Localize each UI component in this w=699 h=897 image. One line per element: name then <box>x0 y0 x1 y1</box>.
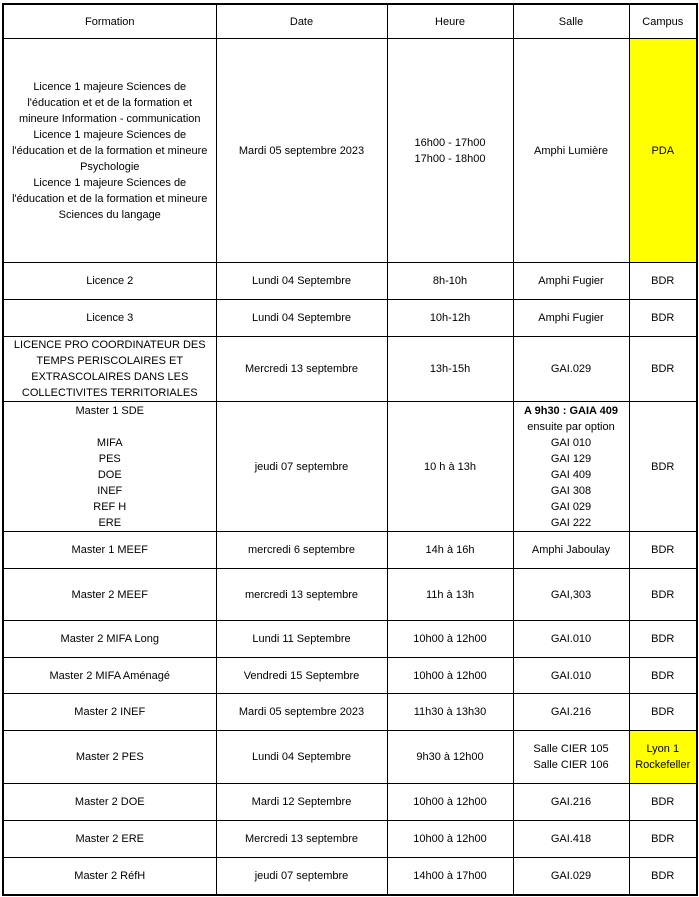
table-row <box>3 300 697 337</box>
campus-line: Rockefeller <box>635 759 691 771</box>
table-row <box>3 532 697 569</box>
salle-cell: GAI.010 <box>513 658 629 694</box>
table-row <box>3 731 697 784</box>
formation-cell: Master 2 MIFA Aménagé <box>3 658 216 694</box>
heure-line: 17h00 - 18h00 <box>414 152 486 165</box>
formation-cell: Master 2 RéfH <box>3 858 216 895</box>
header-date: Date <box>216 4 387 39</box>
campus-cell: BDR <box>629 784 697 821</box>
date-cell: Mercredi 13 septembre <box>216 337 387 402</box>
date-cell: Mardi 12 Septembre <box>216 784 387 821</box>
table-row <box>3 621 697 658</box>
date-cell: Mardi 05 septembre 2023 <box>216 694 387 731</box>
heure-cell: 11h30 à 13h30 <box>387 694 513 731</box>
campus-cell: BDR <box>629 658 697 694</box>
campus-cell: BDR <box>629 402 697 532</box>
heure-cell: 10h00 à 12h00 <box>387 784 513 821</box>
heure-cell: 14h00 à 17h00 <box>387 858 513 895</box>
salle-cell: Amphi Jaboulay <box>513 532 629 569</box>
table-row <box>3 569 697 621</box>
formation-line: INEF <box>97 484 123 497</box>
campus-cell: BDR <box>629 300 697 337</box>
formation-cell: Master 2 INEF <box>3 694 216 731</box>
campus-cell: PDA <box>629 39 697 263</box>
salle-cell: GAI.216 <box>513 694 629 731</box>
formation-line: MIFA <box>96 436 123 449</box>
table-row <box>3 784 697 821</box>
heure-cell: 8h-10h <box>387 263 513 300</box>
salle-cell: GAI.010 <box>513 621 629 658</box>
formation-line: LICENCE PRO COORDINATEUR DES <box>13 339 206 351</box>
campus-cell: BDR <box>629 569 697 621</box>
salle-line: GAI 029 <box>550 500 592 513</box>
formation-line: Licence 1 majeure Sciences de l'éducation et et de la formation et mineure Information - communication <box>18 80 201 125</box>
date-cell: Lundi 04 Septembre <box>216 263 387 300</box>
salle-cell: GAI,303 <box>513 569 629 621</box>
heure-cell: 14h à 16h <box>387 532 513 569</box>
salle-cell: Amphi Lumière <box>513 39 629 263</box>
table-row <box>3 263 697 300</box>
date-cell: mercredi 13 septembre <box>216 569 387 621</box>
table-row <box>3 402 697 532</box>
date-cell: Mercredi 13 septembre <box>216 821 387 858</box>
campus-cell: BDR <box>629 337 697 402</box>
heure-cell <box>387 39 513 263</box>
salle-line: GAI 222 <box>550 516 592 529</box>
campus-cell: BDR <box>629 621 697 658</box>
campus-cell <box>629 731 697 784</box>
table-row <box>3 821 697 858</box>
formation-line: DOE <box>97 468 122 481</box>
date-cell: Lundi 04 Septembre <box>216 300 387 337</box>
formation-line: Licence 1 majeure Sciences de l'éducation et de la formation et mineure Psychologie <box>12 128 208 173</box>
salle-cell: GAI.029 <box>513 858 629 895</box>
header-heure: Heure <box>387 4 513 39</box>
formation-line: COLLECTIVITES TERRITORIALES <box>21 387 198 399</box>
formation-cell: Master 2 MEEF <box>3 569 216 621</box>
heure-cell: 13h-15h <box>387 337 513 402</box>
formation-cell: Master 2 ERE <box>3 821 216 858</box>
campus-cell: BDR <box>629 532 697 569</box>
heure-cell: 10 h à 13h <box>387 402 513 532</box>
date-cell: jeudi 07 septembre <box>216 402 387 532</box>
salle-line: ensuite par option <box>527 420 615 433</box>
formation-cell <box>3 39 216 263</box>
campus-line: Lyon 1 <box>646 743 680 755</box>
heure-line: 16h00 - 17h00 <box>414 136 486 149</box>
salle-line: GAI 010 <box>550 436 592 449</box>
salle-line: A 9h30 : GAIA 409 <box>524 404 618 417</box>
header-salle: Salle <box>513 4 629 39</box>
heure-cell: 11h à 13h <box>387 569 513 621</box>
table-row <box>3 39 697 263</box>
header-campus: Campus <box>629 4 697 39</box>
salle-cell <box>513 731 629 784</box>
date-cell: Vendredi 15 Septembre <box>216 658 387 694</box>
formation-cell <box>3 337 216 402</box>
table-row <box>3 658 697 694</box>
salle-cell: GAI.216 <box>513 784 629 821</box>
date-cell: Mardi 05 septembre 2023 <box>216 39 387 263</box>
schedule-table <box>2 3 698 896</box>
formation-cell: Master 1 MEEF <box>3 532 216 569</box>
formation-line: REF H <box>93 500 127 513</box>
formation-cell <box>3 402 216 532</box>
formation-cell: Master 2 PES <box>3 731 216 784</box>
header-formation: Formation <box>3 4 216 39</box>
formation-cell: Master 2 MIFA Long <box>3 621 216 658</box>
date-cell: Lundi 04 Septembre <box>216 731 387 784</box>
salle-cell: Amphi Fugier <box>513 263 629 300</box>
salle-cell <box>513 402 629 532</box>
campus-cell: BDR <box>629 821 697 858</box>
campus-cell: BDR <box>629 263 697 300</box>
formation-cell: Licence 2 <box>3 263 216 300</box>
date-cell: jeudi 07 septembre <box>216 858 387 895</box>
campus-cell: BDR <box>629 694 697 731</box>
table-row <box>3 337 697 402</box>
salle-line: GAI 409 <box>550 468 592 481</box>
salle-line: GAI 129 <box>550 452 592 465</box>
formation-cell: Master 2 DOE <box>3 784 216 821</box>
salle-cell: GAI.029 <box>513 337 629 402</box>
salle-cell: GAI.418 <box>513 821 629 858</box>
heure-cell: 10h00 à 12h00 <box>387 821 513 858</box>
header-row <box>3 4 697 39</box>
formation-line: Licence 1 majeure Sciences de l'éducation et de la formation et mineure Sciences du langage <box>12 176 208 221</box>
formation-line: PES <box>98 452 121 465</box>
salle-cell: Amphi Fugier <box>513 300 629 337</box>
heure-cell: 9h30 à 12h00 <box>387 731 513 784</box>
date-cell: mercredi 6 septembre <box>216 532 387 569</box>
formation-line: EXTRASCOLAIRES DANS LES <box>31 371 189 383</box>
table-row <box>3 694 697 731</box>
formation-cell: Licence 3 <box>3 300 216 337</box>
table-row <box>3 858 697 895</box>
formation-line: Master 1 SDE <box>75 404 144 417</box>
heure-cell: 10h00 à 12h00 <box>387 621 513 658</box>
salle-line: Salle CIER 106 <box>533 759 609 771</box>
heure-cell: 10h00 à 12h00 <box>387 658 513 694</box>
date-cell: Lundi 11 Septembre <box>216 621 387 658</box>
formation-line: ERE <box>98 516 122 529</box>
salle-line: GAI 308 <box>550 484 592 497</box>
formation-line: TEMPS PERISCOLAIRES ET <box>36 355 184 367</box>
campus-cell: BDR <box>629 858 697 895</box>
heure-cell: 10h-12h <box>387 300 513 337</box>
salle-line: Salle CIER 105 <box>533 743 609 755</box>
